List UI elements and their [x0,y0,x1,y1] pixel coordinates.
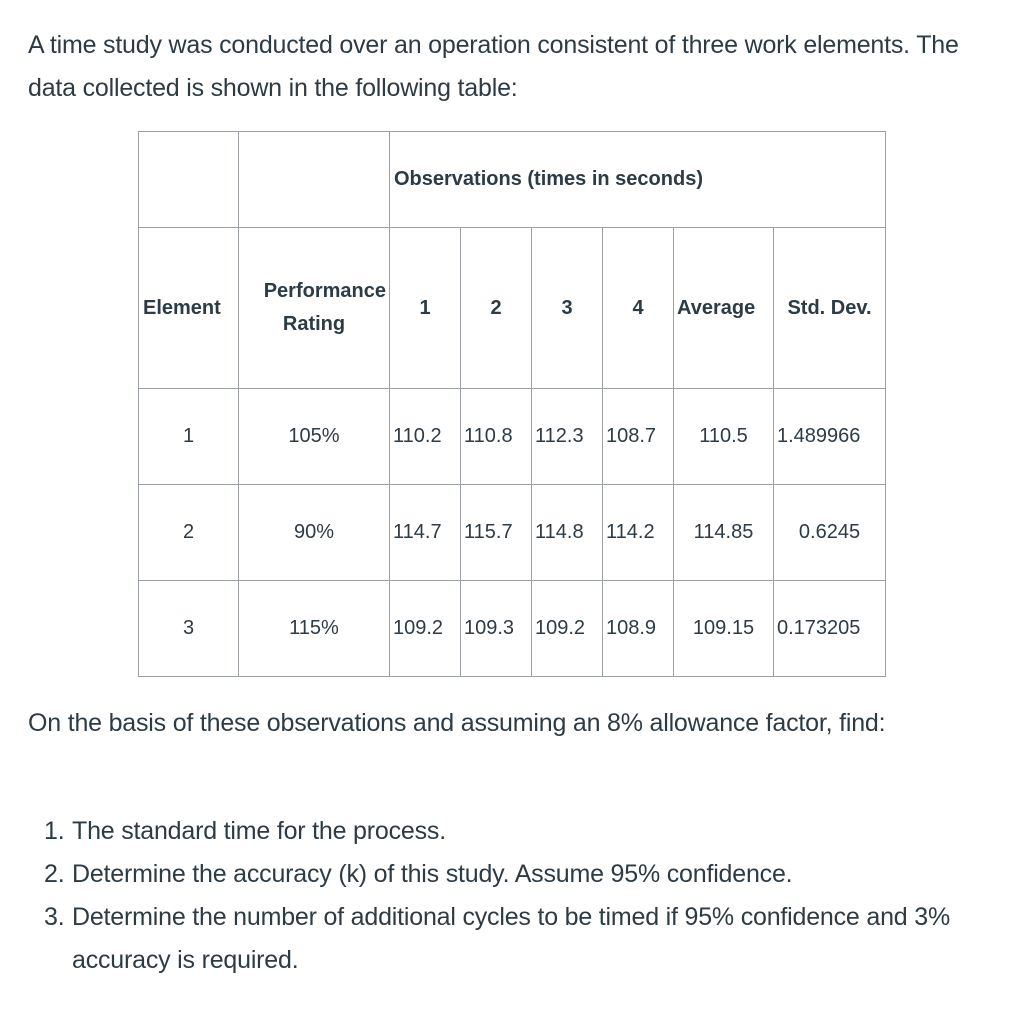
observation-cell: 115.7 [461,485,532,581]
std-dev-cell: 0.173205 [774,581,886,677]
std-dev-header: Std. Dev. [774,228,886,389]
table-row [139,581,886,677]
performance-header-line1: Performance [263,280,386,302]
observation-cell: 114.7 [390,485,461,581]
table-header-row-columns [139,228,886,389]
average-cell: 114.85 [674,485,774,581]
question-text: Determine the accuracy (k) of this study. Assume 95% confidence. [72,860,793,888]
observation-column-4-header: 4 [603,228,674,389]
observation-cell: 110.8 [461,389,532,485]
question-text: Determine the number of additional cycles to be timed if 95% confidence and 3% accuracy is required. [72,903,950,974]
observation-cell: 109.2 [532,581,603,677]
observation-cell: 112.3 [532,389,603,485]
std-dev-cell: 1.489966 [774,389,886,485]
performance-header-line2: Rating [282,313,346,335]
question-number: 1. [44,817,65,845]
average-cell: 109.15 [674,581,774,677]
observation-column-1-header: 1 [390,228,461,389]
element-cell: 3 [139,581,239,677]
table-header-row-top [139,132,886,228]
question-number: 2. [44,860,65,888]
question-number: 3. [44,903,65,931]
rating-cell: 90% [239,485,390,581]
observation-column-2-header: 2 [461,228,532,389]
list-item [44,896,1004,982]
empty-header-cell [239,132,390,228]
average-cell: 110.5 [674,389,774,485]
observation-cell: 109.2 [390,581,461,677]
question-list [44,810,1004,982]
intro-paragraph: A time study was conducted over an operation consistent of three work elements. The data collected is shown in the following table: [28,31,959,102]
observation-cell: 114.8 [532,485,603,581]
rating-cell: 105% [239,389,390,485]
time-study-table [138,131,886,677]
list-item [44,810,1004,853]
observation-cell: 108.9 [603,581,674,677]
observation-cell: 109.3 [461,581,532,677]
empty-header-cell [139,132,239,228]
observations-header: Observations (times in seconds) [390,132,886,228]
element-cell: 1 [139,389,239,485]
table-row [139,485,886,581]
performance-rating-header [239,228,390,389]
table-row [139,389,886,485]
std-dev-cell: 0.6245 [774,485,886,581]
observation-cell: 114.2 [603,485,674,581]
observation-column-3-header: 3 [532,228,603,389]
element-cell: 2 [139,485,239,581]
question-text: The standard time for the process. [72,817,446,845]
observation-cell: 110.2 [390,389,461,485]
rating-cell: 115% [239,581,390,677]
basis-paragraph: On the basis of these observations and assuming an 8% allowance factor, find: [28,709,886,737]
element-header: Element [139,228,239,389]
average-header: Average [674,228,774,389]
list-item [44,853,1004,896]
observation-cell: 108.7 [603,389,674,485]
